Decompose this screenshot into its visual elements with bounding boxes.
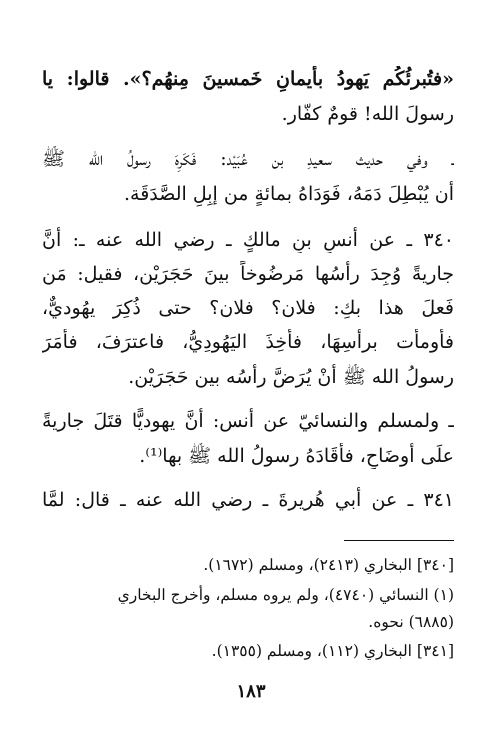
page-number: ١٨٣ — [236, 681, 266, 702]
hadith-heading-line: ٣٤١ ـ عن أبي هُريرةَ ـ رضي الله عنه ـ قال: لمَّا — [42, 489, 454, 511]
hadith-text-line: رسولَ الله! قومٌ كفّار. — [281, 103, 454, 125]
hadith-text-line: رسولُ الله ﷺ أنْ يُرَضَّ رأسُه بين حَجَرَيْن. — [128, 366, 454, 388]
hadith-text-line: فَعلَ هذا بكِ: فلان؟ فلان؟ حتى ذُكِرَ يهُوديٌّ، — [42, 297, 454, 319]
hadith-text-line: فأومأت برأسِهَا، فأُخِذَ اليَهُودِيُّ، فاعترَفَ، فأمَرَ — [42, 331, 454, 353]
hadith-text-line: جاريةً وُجِدَ رأسُها مَرضُوخاً بينَ حَجَرَيْن، فقيل: مَن — [42, 263, 454, 285]
hadith-text-line: ـ ولمسلم والنسائيّ عن أنس: أنَّ يهوديًّا قتَلَ جاريةً — [42, 410, 454, 432]
hadith-text-line: ـ وفي حديث سعيدِ بن عُبَيْد: فَكَرِهَ رسولُ الله ﷺ — [42, 148, 454, 170]
footnote-line: (١) النسائي (٤٧٤٠)، ولم يروه مسلم، وأخرج البخاري — [117, 586, 454, 604]
footnote-divider — [344, 540, 454, 541]
hadith-text-line: أن يُبْطِلَ دَمَهُ، فَوَدَاهُ بمائةٍ من إبِلِ الصَّدَقَة. — [123, 183, 454, 205]
footnote-line: [٣٤١] البخاري (١١٢)، ومسلم (١٣٥٥). — [211, 642, 454, 660]
footnote-line: (٦٨٨٥) نحوه. — [368, 613, 454, 631]
hadith-text-line: علَى أوضَاحٍ، فأقَادَهُ رسولُ الله ﷺ بها⁽¹⁾. — [139, 445, 454, 467]
hadith-heading-line: ٣٤٠ ـ عن أنسِ بنِ مالكٍ ـ رضي الله عنه ـ: أنَّ — [42, 229, 454, 251]
footnote-line: [٣٤٠] البخاري (٢٤١٣)، ومسلم (١٦٧٢). — [203, 556, 454, 574]
hadith-text-line: «فتُبرئُكُم يَهودُ بأيمانِ خَمسينَ مِنهُم؟». قالوا: يا — [42, 68, 454, 90]
